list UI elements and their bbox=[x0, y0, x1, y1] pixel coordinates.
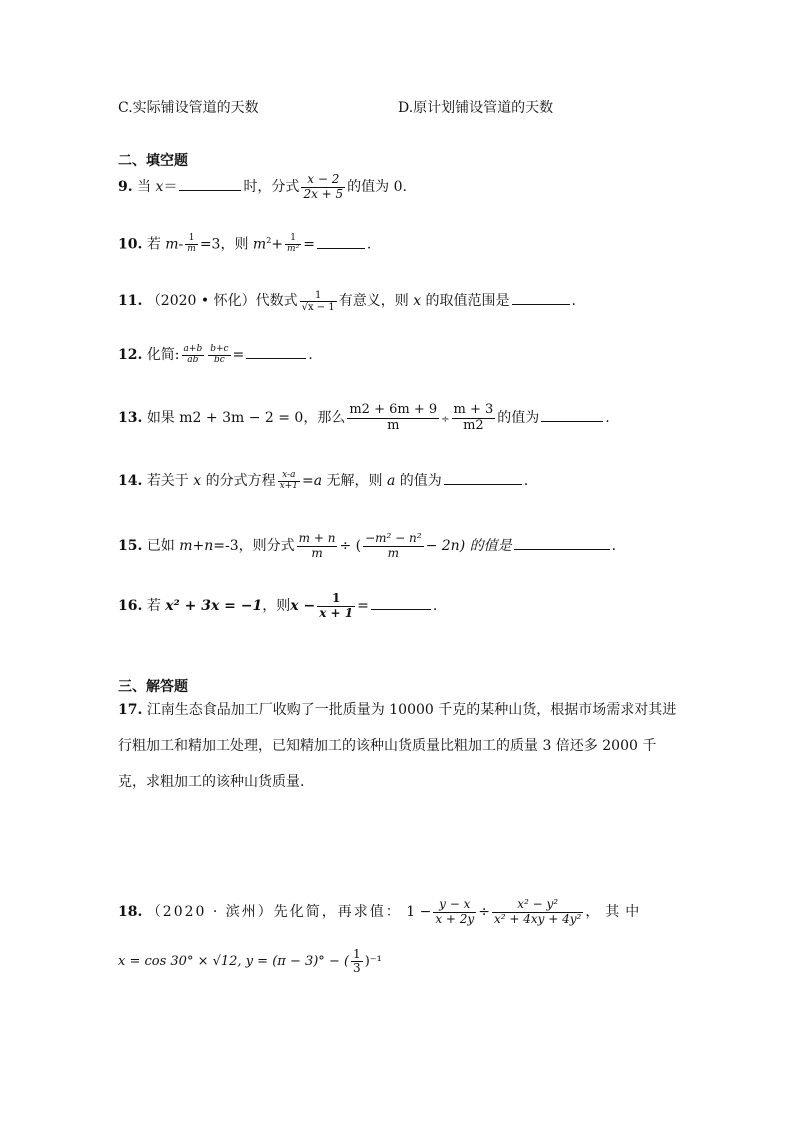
fraction: $\frac{1}{3}$ bbox=[353, 946, 361, 975]
fraction: $\frac{m2 + 6m + 9}{m}$ bbox=[349, 402, 438, 433]
answer-blank[interactable] bbox=[317, 234, 365, 249]
question-12: 12. 化简: $\frac{a+b}{ab}$ $\frac{b+c}{bc}$ = . bbox=[118, 343, 313, 365]
section-fill-in-title: 二、填空题 bbox=[118, 153, 188, 169]
question-11: 11. （2020 • 怀化）代数式 $\frac{1}{√x - 1}$ 有意义，则 x 的取值范围是 . bbox=[118, 289, 576, 313]
fraction: $\frac{m + 3}{m2}$ bbox=[453, 402, 494, 433]
question-15: 15. 已如 m+n=-3，则分式 $\frac{m + n}{m}$ ÷ ( $\frac{\text{−m² − n²}}{m}$ − 2n) 的值是 . bbox=[118, 531, 617, 560]
fraction: $\frac{\text{x² − y²}}{\text{x² + 4xy + 4y²}}$ bbox=[493, 897, 582, 926]
question-9: 9. 当 x＝ 时，分式 $\frac{x - 2}{2x + 5}$ 的值为 0. bbox=[118, 172, 407, 201]
section-answer-title: 三、解答题 bbox=[118, 679, 188, 695]
fraction: $\frac{1}{√x - 1}$ bbox=[301, 289, 335, 313]
answer-blank[interactable] bbox=[514, 535, 610, 550]
fraction: $\frac{y - x}{x + 2y}$ bbox=[435, 897, 475, 926]
answer-blank[interactable] bbox=[512, 290, 570, 305]
question-18-condition: x = cos 30° × √12, y = (π − 3)° − ( $\frac{1}{3}$ )⁻¹ bbox=[118, 946, 382, 975]
fraction: $\frac{1}{m}$ bbox=[187, 233, 196, 255]
answer-blank[interactable] bbox=[541, 407, 603, 422]
fraction: $\frac{\text{−m² − n²}}{m}$ bbox=[365, 531, 422, 560]
answer-blank[interactable] bbox=[246, 344, 306, 359]
question-18: 18. （2020 · 滨州）先化简，再求值： 1 − $\frac{y - x}{x + 2y}$ ÷ $\frac{\text{x² − y²}}{\text{x² + 4xy + 4y²}}$ ，其中 bbox=[118, 897, 646, 926]
fraction: $\frac{1}{\text{m²}}$ bbox=[287, 233, 300, 255]
question-13: 13. 如果 m2 + 3m − 2 = 0，那么 $\frac{m2 + 6m + 9}{m}$ ÷ $\frac{m + 3}{m2}$ 的值为 . bbox=[118, 402, 610, 433]
fraction: $\frac{x-a}{x+1}$ bbox=[279, 469, 298, 491]
answer-blank[interactable] bbox=[179, 176, 241, 191]
question-16: 16. 若 x² + 3x = −1，则x − $\frac{1}{x + 1}$ = . bbox=[118, 591, 438, 620]
question-17: 17. 江南生态食品加工厂收购了一批质量为 10000 千克的某种山货，根据市场需求对其进行粗加工和精加工处理，已知精加工的该种山货质量比粗加工的质量 3 倍还多 2000 千克，求粗加工的该种山货质量. bbox=[118, 702, 677, 790]
fraction: $\frac{x - 2}{2x + 5}$ bbox=[303, 172, 344, 201]
option-c: C.实际铺设管道的天数 bbox=[118, 100, 259, 116]
fraction: $\frac{m + n}{m}$ bbox=[298, 531, 336, 560]
answer-blank[interactable] bbox=[371, 595, 431, 610]
fraction: $\frac{b+c}{bc}$ bbox=[210, 343, 229, 365]
answer-blank[interactable] bbox=[444, 470, 522, 485]
question-14: 14. 若关于 x 的分式方程 $\frac{x-a}{x+1}$ =a 无解，则 a 的值为 . bbox=[118, 469, 529, 491]
question-10: 10. 若 m- $\frac{1}{m}$ =3，则 $m^2+$ $\frac{1}{\text{m²}}$ = . bbox=[118, 233, 372, 255]
fraction: $\frac{a+b}{ab}$ bbox=[183, 343, 203, 365]
q-number: 9. bbox=[118, 179, 133, 195]
fraction: $\frac{1}{x + 1}$ bbox=[319, 591, 354, 620]
option-d: D.原计划铺设管道的天数 bbox=[398, 100, 554, 116]
